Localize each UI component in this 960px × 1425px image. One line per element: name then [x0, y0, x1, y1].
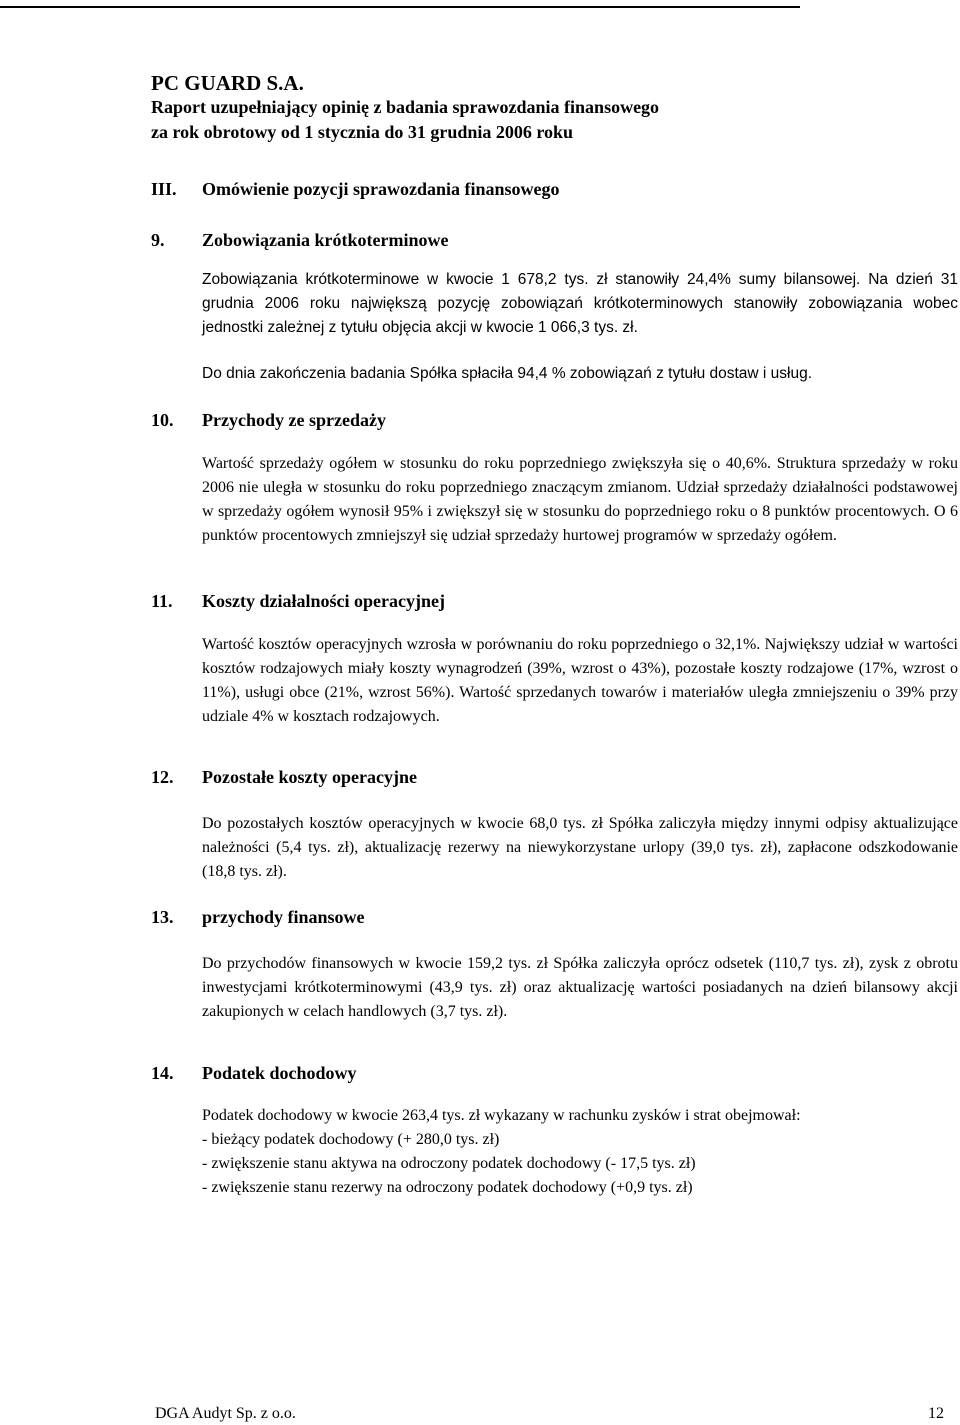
section-number: 9. — [151, 230, 165, 250]
chapter-number: III. — [151, 179, 177, 199]
page-number: 12 — [928, 1405, 944, 1422]
tax-item-current: - bieżący podatek dochodowy (+ 280,0 tys. zł) — [202, 1131, 500, 1148]
section-9-paragraph-2: Do dnia zakończenia badania Spółka spłaciła 94,4 % zobowiązań z tytułu dostaw i usług. — [202, 365, 813, 382]
section-title: przychody finansowe — [202, 907, 365, 927]
section-9-paragraph-1: Zobowiązania krótkoterminowe w kwocie 1 678,2 tys. zł stanowiły 24,4% sumy bilansowej. Na dzień 31 grudnia 2006 roku największą pozycję zobowiązań krótkoterminowych stanowiły zobowiązania wobec jednostki zależnej z tytułu objęcia akcji w kwocie 1 066,3 tys. zł. — [202, 271, 958, 336]
section-13-paragraph-1: Do przychodów finansowych w kwocie 159,2 tys. zł Spółka zaliczyła oprócz odsetek (110,7 tys. zł), zysk z obrotu inwestycjami krótkoterminowymi (43,9 tys. zł) oraz aktualizację wartości posiadanych na dzień bilansowy akcji zakupionych w celach handlowych (3,7 tys. zł). — [202, 955, 958, 1020]
section-heading-14 — [151, 1061, 931, 1085]
footer-auditor: DGA Audyt Sp. z o.o. — [155, 1405, 296, 1422]
company-name: PC GUARD S.A. — [151, 71, 304, 95]
section-number: 14. — [151, 1063, 174, 1083]
section-11-paragraph-1: Wartość kosztów operacyjnych wzrosła w porównaniu do roku poprzedniego o 32,1%. Największy udział w wartości kosztów rodzajowych miały koszty wynagrodzeń (39%, wzrost o 43%), pozostałe koszty rodzajowe (17%, wzrost o 11%), usługi obce (21%, wzrost 56%). Wartość sprzedanych towarów i materiałów uległa zmniejszeniu o 39% przy udziale 4% w kosztach rodzajowych. — [202, 636, 958, 725]
section-12-paragraph-1: Do pozostałych kosztów operacyjnych w kwocie 68,0 tys. zł Spółka zaliczyła między innymi odpisy aktualizujące należności (5,4 tys. zł), aktualizację rezerwy na niewykorzystane urlopy (39,0 tys. zł), zapłacone odszkodowanie (18,8 tys. zł). — [202, 815, 958, 880]
report-title-line-2: za rok obrotowy od 1 stycznia do 31 grudnia 2006 roku — [151, 122, 574, 142]
top-rule — [0, 6, 800, 8]
section-title: Przychody ze sprzedaży — [202, 410, 386, 430]
report-title-line-1: Raport uzupełniający opinię z badania sprawozdania finansowego — [151, 97, 660, 117]
tax-item-deferred-reserve: - zwiększenie stanu rezerwy na odroczony podatek dochodowy (+0,9 tys. zł) — [202, 1179, 693, 1196]
tax-summary-line: Podatek dochodowy w kwocie 263,4 tys. zł wykazany w rachunku zysków i strat obejmował: — [202, 1107, 801, 1124]
section-heading-9 — [151, 228, 931, 252]
chapter-title: Omówienie pozycji sprawozdania finansowego — [202, 179, 560, 199]
tax-item-deferred-asset: - zwiększenie stanu aktywa na odroczony podatek dochodowy (- 17,5 tys. zł) — [202, 1155, 696, 1172]
section-heading-10 — [151, 408, 931, 432]
chapter-heading — [151, 177, 931, 201]
section-number: 11. — [151, 591, 173, 611]
section-title: Koszty działalności operacyjnej — [202, 591, 445, 611]
section-number: 10. — [151, 410, 174, 430]
section-number: 12. — [151, 767, 174, 787]
section-number: 13. — [151, 907, 174, 927]
section-heading-11 — [151, 589, 931, 613]
section-10-paragraph-1: Wartość sprzedaży ogółem w stosunku do roku poprzedniego zwiększyła się o 40,6%. Struktura sprzedaży w roku 2006 nie uległa w stosunku do roku poprzedniego znaczącym zmianom. Udział sprzedaży działalności podstawowej w sprzedaży ogółem wynosił 95% i zwiększył się w stosunku do poprzedniego roku o 8 punktów procentowych. O 6 punktów procentowych zmniejszył się udział sprzedaży hurtowej programów w sprzedaży ogółem. — [202, 455, 958, 544]
document-header — [151, 71, 931, 145]
section-title: Pozostałe koszty operacyjne — [202, 767, 417, 787]
section-14-body — [202, 1104, 958, 1200]
section-heading-13 — [151, 905, 931, 929]
section-title: Podatek dochodowy — [202, 1063, 357, 1083]
section-title: Zobowiązania krótkoterminowe — [202, 230, 449, 250]
section-heading-12 — [151, 765, 931, 789]
